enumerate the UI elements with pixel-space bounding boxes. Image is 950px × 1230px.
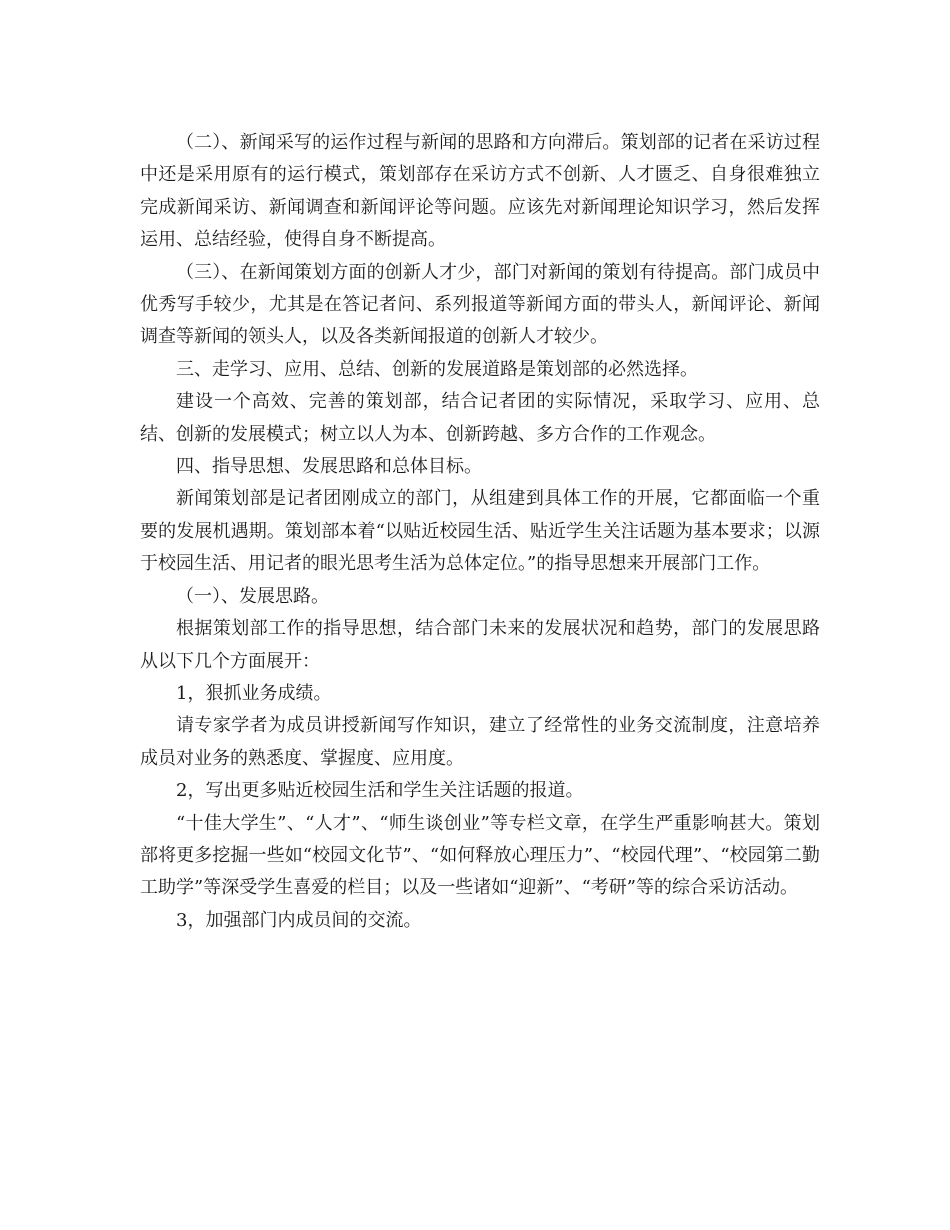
list-item-1-heading: 1，狠抓业务成绩。 xyxy=(176,682,332,704)
list-item-2-heading: 2，写出更多贴近校园生活和学生关注话题的报道。 xyxy=(176,780,584,802)
paragraph-6: 新闻策划部是记者团刚成立的部门，从组建到具体工作的开展，它都面临一个重要的发展机遇期。策划部本着“以贴近校园生活、贴近学生关注话题为基本要求；以源于校园生活、用记者的眼光思考生活为总体定位。”的指导思想来开展部门工作。 xyxy=(140,488,820,575)
list-item-3-heading: 3，加强部门内成员间的交流。 xyxy=(176,909,422,931)
section-heading-4: 四、指导思想、发展思路和总体目标。 xyxy=(176,456,482,478)
paragraph-10: 请专家学者为成员讲授新闻写作知识，建立了经常性的业务交流制度，注意培养成员对业务的熟悉度、掌握度、应用度。 xyxy=(140,715,820,769)
paragraph-2: （三）、在新闻策划方面的创新人才少，部门对新闻的策划有待提高。部门成员中优秀写手较少，尤其是在答记者问、系列报道等新闻方面的带头人，新闻评论、新闻调查等新闻的领头人，以及各类新闻报道的创新人才较少。 xyxy=(140,261,820,348)
subsection-heading-1: （一）、发展思路。 xyxy=(176,585,329,607)
paragraph-12: “十佳大学生”、“人才”、“师生谈创业”等专栏文章，在学生严重影响甚大。策划部将更多挖掘一些如“校园文化节”、“如何释放心理压力”、“校园代理”、“校园第二勤工助学”等深受学生喜爱的栏目；以及一些诸如“迎新”、“考研”等的综合采访活动。 xyxy=(140,812,820,899)
document-body xyxy=(140,127,820,937)
paragraph-8: 根据策划部工作的指导思想，结合部门未来的发展状况和趋势，部门的发展思路从以下几个方面展开： xyxy=(140,618,820,672)
paragraph-4: 建设一个高效、完善的策划部，结合记者团的实际情况，采取学习、应用、总结、创新的发展模式；树立以人为本、创新跨越、多方合作的工作观念。 xyxy=(140,391,820,445)
section-heading-3: 三、走学习、应用、总结、创新的发展道路是策划部的必然选择。 xyxy=(176,358,698,380)
paragraph-1: （二）、新闻采写的运作过程与新闻的思路和方向滞后。策划部的记者在采访过程中还是采用原有的运行模式，策划部存在采访方式不创新、人才匮乏、自身很难独立完成新闻采访、新闻调查和新闻评论等问题。应该先对新闻理论知识学习，然后发挥运用、总结经验，使得自身不断提高。 xyxy=(140,132,820,251)
